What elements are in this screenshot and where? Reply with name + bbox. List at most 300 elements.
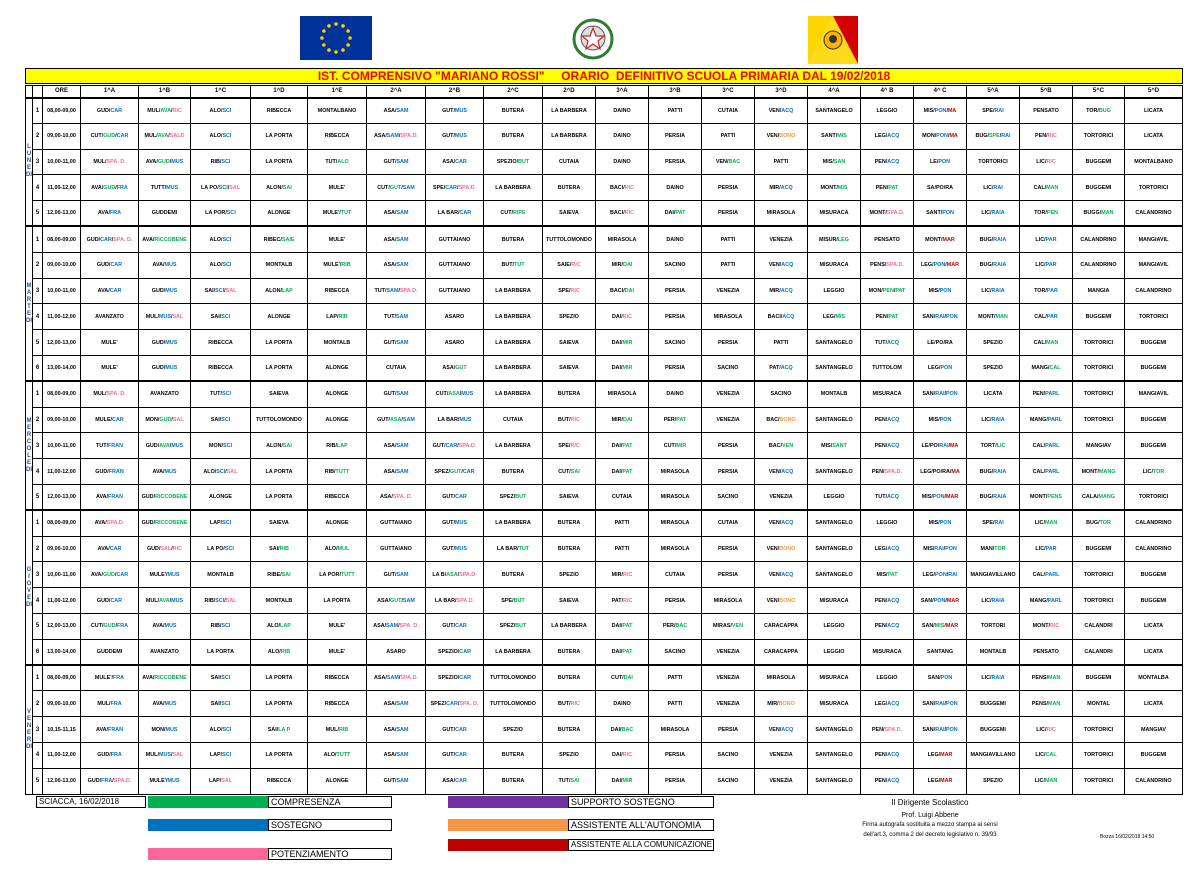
column-header: 5^D [1125, 86, 1183, 98]
column-header: 3^C [702, 86, 755, 98]
teacher-code: PERSIA [664, 133, 686, 140]
teacher-code: CALANDRINO [1080, 236, 1117, 243]
teacher-code: GUT [383, 158, 395, 165]
schedule-cell: SPEZ/CAR/SPA. D. [426, 691, 484, 717]
teacher-code: MULE [95, 416, 111, 423]
sostegno-label: SOSTEGNO [268, 819, 392, 831]
teacher-code: ACQ [887, 442, 900, 449]
schedule-cell: AVA/CAR [81, 536, 139, 562]
teacher-code: FRAN [108, 726, 124, 733]
teacher-code: MIR [622, 778, 633, 785]
teacher-code: PEN [875, 313, 887, 320]
teacher-code: SPE [982, 520, 993, 527]
teacher-code: SCI [215, 287, 225, 294]
teacher-code: GUT [389, 184, 402, 191]
teacher-code: PO [935, 339, 944, 346]
schedule-cell: PAT/ACQ [755, 355, 808, 381]
signature-role: Il Dirigente Scolastico [891, 798, 969, 807]
table-row [26, 613, 1183, 639]
schedule-cell [649, 742, 702, 768]
schedule-cell [755, 768, 808, 794]
teacher-code: BUTERA [501, 752, 525, 759]
teacher-code: PEN [871, 726, 883, 733]
teacher-code: PEN [874, 442, 886, 449]
schedule-cell [308, 639, 367, 665]
teacher-code: SALD [169, 133, 185, 140]
schedule-cell: LIC/RIC [1020, 149, 1073, 175]
teacher-code: TUTTOLOMONDO [489, 700, 536, 707]
teacher-code: MONTALB [323, 339, 351, 346]
teacher-code: AVA [142, 675, 153, 682]
teacher-code: MULE' [328, 184, 346, 191]
teacher-code: GUTTAIANO [380, 520, 412, 527]
teacher-code: TUTTOLOMONDO [255, 416, 302, 423]
teacher-code: PAT [622, 648, 633, 655]
schedule-cell: VEN/BAC [702, 149, 755, 175]
schedule-cell [702, 407, 755, 433]
teacher-code: ACQ [780, 184, 793, 191]
schedule-cell [808, 639, 861, 665]
teacher-code: SCI [221, 313, 231, 320]
schedule-cell [426, 226, 484, 252]
teacher-code: VENEZIA [716, 391, 740, 398]
teacher-code: SAM [396, 571, 409, 578]
schedule-cell: VEN/ACQ [755, 717, 808, 743]
schedule-cell [596, 381, 649, 407]
schedule-cell [484, 407, 543, 433]
teacher-code: SAM [396, 313, 408, 320]
teacher-code: ALONGE [267, 210, 291, 217]
table-row [26, 588, 1183, 614]
teacher-code: MULE' [322, 210, 340, 217]
column-header: 2^D [543, 86, 596, 98]
schedule-cell: MIS/PON [914, 510, 967, 536]
hour-number: 1 [33, 665, 43, 691]
teacher-code: TUT [514, 262, 525, 269]
schedule-cell: MONT/RIC [1020, 613, 1073, 639]
teacher-code: PERSIA [717, 210, 739, 217]
schedule-cell: MANG/PARL [1020, 588, 1073, 614]
teacher-code: CUTAIA [612, 494, 632, 501]
teacher-code: MUS [165, 287, 178, 294]
schedule-cell: LIC/RIC [1020, 717, 1073, 743]
teacher-code: MA [950, 442, 959, 449]
teacher-code: SAL [172, 416, 184, 423]
schedule-cell: AVA/GUD/FRA [81, 175, 139, 201]
schedule-cell [484, 381, 543, 407]
schedule-cell: TUT/ACQ [861, 330, 914, 356]
schedule-cell: LIC/CAL [1020, 742, 1073, 768]
schedule-cell: CAL/MAN [1020, 175, 1073, 201]
teacher-code: VEN [782, 442, 794, 449]
teacher-code: TUT [875, 494, 886, 501]
teacher-code: MA [951, 468, 960, 475]
schedule-cell: LEG/PON/RAI [914, 562, 967, 588]
teacher-code: LA PORTA [265, 365, 293, 372]
teacher-code: SANTANGELO [815, 571, 853, 578]
teacher-code: SACINO [717, 494, 739, 501]
schedule-cell: CUT/RIPE [484, 201, 543, 227]
teacher-code: MONTALBA [1138, 675, 1169, 682]
teacher-code: GUDDEMI [96, 648, 123, 655]
schedule-cell [596, 149, 649, 175]
teacher-code: SPE [558, 442, 569, 449]
schedule-cell [808, 201, 861, 227]
schedule-cell: SAIE/RIC [543, 252, 596, 278]
teacher-code: RIB [210, 623, 220, 630]
teacher-code: PENSATO [874, 236, 900, 243]
teacher-code: ASA [377, 597, 389, 604]
teacher-code: DAI [624, 287, 634, 294]
teacher-code: LIC [981, 597, 990, 604]
teacher-code: DAI [610, 726, 621, 733]
schedule-cell [649, 768, 702, 794]
teacher-code: PATTI [773, 158, 789, 165]
hour-range: 08,00-09,00 [43, 510, 81, 536]
schedule-cell [1125, 717, 1183, 743]
teacher-code: MANGIAVIL [1138, 391, 1169, 398]
teacher-code: AVA [159, 597, 170, 604]
teacher-code: MONT [869, 210, 886, 217]
schedule-cell: ASA/GUT [426, 355, 484, 381]
schedule-cell [649, 330, 702, 356]
schedule-cell: GUD/RICCOBENE [139, 510, 191, 536]
schedule-cell [649, 278, 702, 304]
teacher-code: SPE [501, 597, 513, 604]
schedule-cell [702, 201, 755, 227]
schedule-cell [1125, 536, 1183, 562]
teacher-code: SANTANGELO [815, 107, 853, 114]
teacher-code: ALON [266, 184, 282, 191]
comunicazione-label: ASSISTENTE ALLA COMUNICAZIONE [568, 839, 714, 851]
schedule-cell [1125, 278, 1183, 304]
teacher-code: PAT [622, 468, 633, 475]
teacher-code: MANG [1098, 494, 1115, 501]
teacher-code: ASA [448, 391, 460, 398]
schedule-cell: SAI/RIB [251, 536, 308, 562]
schedule-cell: LA POR/SCI [191, 201, 251, 227]
table-row [26, 123, 1183, 149]
teacher-code: BACI [610, 210, 624, 217]
teacher-code: ALO [209, 107, 221, 114]
teacher-code: GUT [383, 571, 395, 578]
hour-number: 5 [33, 613, 43, 639]
schedule-cell [808, 510, 861, 536]
schedule-cell: MUL/MUS/SAL [139, 742, 191, 768]
teacher-code: MUS [158, 752, 171, 759]
teacher-code: PON [940, 365, 953, 372]
schedule-cell [1125, 123, 1183, 149]
teacher-code: PON [946, 391, 958, 398]
teacher-code: RIC [1047, 133, 1057, 140]
teacher-code: BUGGEMI [1140, 339, 1167, 346]
teacher-code: SACINO [717, 752, 739, 759]
teacher-code: CUT [500, 210, 512, 217]
supporto-swatch [448, 796, 568, 808]
schedule-cell [755, 330, 808, 356]
teacher-code: GUD [157, 158, 170, 165]
schedule-cell [367, 355, 426, 381]
potenziamento-label: POTENZIAMENTO [268, 848, 392, 860]
teacher-code: SPEZIO [559, 752, 579, 759]
schedule-cell [81, 639, 139, 665]
teacher-code: PON [939, 287, 952, 294]
teacher-code: LEG [822, 313, 834, 320]
hour-range: 10,00-11,00 [43, 433, 81, 459]
teacher-code: PAR [1046, 313, 1058, 320]
schedule-cell: PEN/SPA.D. [861, 717, 914, 743]
hour-number: 2 [33, 123, 43, 149]
teacher-code: TORTORICI [1083, 571, 1114, 578]
teacher-code: RIB [324, 468, 334, 475]
teacher-code: MANG [1029, 597, 1047, 604]
schedule-cell [308, 613, 367, 639]
teacher-code: MIS [928, 416, 939, 423]
schedule-cell [1073, 768, 1125, 794]
schedule-cell [808, 459, 861, 485]
teacher-code: LA PORTA [265, 675, 293, 682]
teacher-code: GUT [442, 726, 454, 733]
teacher-code: TORTORICI [1083, 416, 1114, 423]
schedule-cell [484, 639, 543, 665]
schedule-cell: GUD/FRA/SPA.D. [81, 768, 139, 794]
schedule-cell [426, 330, 484, 356]
teacher-code: AVA [159, 442, 170, 449]
teacher-code: PARL [1047, 416, 1063, 423]
schedule-cell [808, 330, 861, 356]
schedule-cell [191, 355, 251, 381]
hour-number: 3 [33, 149, 43, 175]
teacher-code: SAL [226, 468, 238, 475]
teacher-code: TORT [980, 442, 996, 449]
teacher-code: MA [949, 133, 958, 140]
teacher-code: LEGGIO [876, 520, 898, 527]
schedule-cell: RIB/TUTT [308, 459, 367, 485]
teacher-code: MUS [454, 545, 467, 552]
teacher-code: TORTORICI [1083, 365, 1114, 372]
schedule-cell: ALO/SCI [191, 123, 251, 149]
teacher-code: LAP [280, 623, 291, 630]
teacher-code: SCI [222, 133, 232, 140]
hour-number: 6 [33, 355, 43, 381]
schedule-cell [702, 588, 755, 614]
teacher-code: BUGGEMI [980, 726, 1006, 733]
schedule-cell: RIBEC/SAIE [251, 226, 308, 252]
schedule-cell: ASA/SAM [367, 433, 426, 459]
schedule-cell [649, 717, 702, 743]
teacher-code: SAIEVA [559, 494, 579, 501]
teacher-code: CALANDRINO [1135, 778, 1172, 785]
hour-range: 13,00-14,00 [43, 639, 81, 665]
table-row [26, 665, 1183, 691]
teacher-code: PEN [874, 416, 886, 423]
teacher-code: MAR [942, 236, 955, 243]
teacher-code: PARL [1047, 597, 1063, 604]
schedule-cell [1073, 149, 1125, 175]
schedule-cell [1125, 175, 1183, 201]
schedule-cell [702, 639, 755, 665]
teacher-code: CAR [455, 726, 467, 733]
teacher-code: MIS [928, 287, 939, 294]
schedule-cell [808, 407, 861, 433]
teacher-code: DAI [611, 623, 621, 630]
teacher-code: MANGIA [1087, 287, 1110, 294]
schedule-cell [543, 123, 596, 149]
teacher-code: ALO [337, 158, 349, 165]
schedule-cell: ASA/SAM/SPA.D. [367, 123, 426, 149]
teacher-code: VEN [715, 158, 727, 165]
schedule-cell [426, 252, 484, 278]
teacher-code: PATTI [667, 107, 683, 114]
teacher-code: BUTERA [501, 133, 525, 140]
eu-star [346, 29, 350, 33]
teacher-code: SPE [432, 184, 444, 191]
schedule-cell: LA POR/TUTT [308, 562, 367, 588]
teacher-code: BUGGEMI [1085, 184, 1112, 191]
column-header: 1^A [81, 86, 139, 98]
schedule-cell [543, 175, 596, 201]
schedule-cell: MULE'/MUS [139, 562, 191, 588]
schedule-cell: MIS/PON/MA [914, 98, 967, 124]
schedule-cell [649, 304, 702, 330]
schedule-cell [861, 639, 914, 665]
teacher-code: PAT [888, 313, 899, 320]
hour-number: 5 [33, 484, 43, 510]
teacher-code: PERSIA [717, 468, 739, 475]
teacher-code: RIB [210, 158, 220, 165]
schedule-cell: TUT/FRAN [81, 433, 139, 459]
table-row [26, 484, 1183, 510]
teacher-code: LEG [920, 262, 933, 269]
logo-bar [0, 16, 1200, 66]
teacher-code: MUS [158, 313, 171, 320]
teacher-code: BUTERA [557, 391, 581, 398]
teacher-code: LA BARBERA [495, 184, 531, 191]
teacher-code: BUT [515, 494, 527, 501]
schedule-cell [755, 639, 808, 665]
teacher-code: CAL [1032, 442, 1044, 449]
teacher-code: MUS [165, 339, 178, 346]
teacher-code: CUTAIA [665, 571, 685, 578]
schedule-cell: MON/MUS [139, 717, 191, 743]
teacher-code: MISURACA [872, 648, 902, 655]
schedule-cell: LIC/RAIA [967, 201, 1020, 227]
schedule-cell [1125, 381, 1183, 407]
teacher-code: LA PO [200, 184, 218, 191]
schedule-cell [139, 639, 191, 665]
teacher-code: SANTANG [926, 648, 954, 655]
teacher-code: SCI [222, 107, 232, 114]
teacher-code: TORTORICI [1138, 313, 1169, 320]
teacher-code: SAN [922, 700, 934, 707]
schedule-cell: CAL/PARL [1020, 562, 1073, 588]
teacher-code: MAN [980, 545, 993, 552]
teacher-code: MUL [145, 597, 158, 604]
table-row [26, 381, 1183, 407]
teacher-code: TORTORICI [1083, 339, 1114, 346]
teacher-code: CALANDRI [1084, 648, 1113, 655]
page-title: IST. COMPRENSIVO "MARIANO ROSSI" ORARIO DEFINITIVO SCUOLA PRIMARIA DAL 19/02/2018 [25, 68, 1183, 84]
teacher-code: ACQ [782, 313, 795, 320]
teacher-code: GUT [442, 545, 454, 552]
schedule-cell: GUT/SAM [367, 768, 426, 794]
teacher-code: VEN [766, 133, 778, 140]
teacher-code: GUD [141, 520, 154, 527]
teacher-code: ASA [383, 726, 395, 733]
schedule-cell: GUT/MUS [426, 98, 484, 124]
schedule-cell: MONT/MANG [1073, 459, 1125, 485]
teacher-code: RICCOBENE [155, 520, 188, 527]
schedule-cell: BUT/RIC [543, 407, 596, 433]
teacher-code: LAP [281, 287, 293, 294]
schedule-cell [484, 717, 543, 743]
schedule-cell: MIS/PON [914, 407, 967, 433]
eu-star [346, 43, 350, 47]
schedule-cell [755, 149, 808, 175]
schedule-cell: PER/BAC [649, 613, 702, 639]
teacher-code: GUDDEMI [151, 210, 178, 217]
teacher-code: SAI [282, 184, 292, 191]
schedule-cell [808, 691, 861, 717]
schedule-cell: MUL/SPA. D. [81, 149, 139, 175]
teacher-code: LE [929, 158, 937, 165]
teacher-code: RIC [622, 752, 633, 759]
teacher-code: CAR [455, 752, 467, 759]
teacher-code: LAP [326, 313, 337, 320]
schedule-cell: LIC/RAIA [967, 588, 1020, 614]
teacher-code: MUS [461, 391, 474, 398]
teacher-code: VENEZIA [716, 700, 740, 707]
teacher-code: MONTAL [1087, 700, 1110, 707]
schedule-cell [1125, 98, 1183, 124]
schedule-cell: LA BAR/TUT [484, 536, 543, 562]
teacher-code: SAM [396, 752, 409, 759]
schedule-cell [1073, 175, 1125, 201]
teacher-code: VEN [768, 262, 780, 269]
table-row [26, 175, 1183, 201]
schedule-cell: LEG/ACQ [861, 536, 914, 562]
schedule-cell [367, 639, 426, 665]
teacher-code: AVA [97, 545, 109, 552]
teacher-code: SAM [402, 416, 415, 423]
teacher-code: PAT [675, 210, 686, 217]
schedule-cell [484, 355, 543, 381]
teacher-code: MIRASOLA [766, 210, 796, 217]
schedule-cell: LAP/RIB [308, 304, 367, 330]
teacher-code: ASA [442, 778, 454, 785]
teacher-code: ASA [442, 365, 454, 372]
teacher-code: MIS [923, 107, 934, 114]
teacher-code: TUT [96, 442, 107, 449]
teacher-code: SAIE [281, 236, 295, 243]
schedule-cell [308, 278, 367, 304]
schedule-cell: MIS/PON [914, 278, 967, 304]
teacher-code: TORTORICI [1083, 597, 1114, 604]
schedule-cell [861, 226, 914, 252]
schedule-cell [702, 562, 755, 588]
teacher-code: SAM [396, 778, 409, 785]
teacher-code: TORTORICI [1083, 752, 1114, 759]
schedule-cell: LIC/RAIA [967, 665, 1020, 691]
teacher-code: MIRASOLA [766, 675, 796, 682]
hour-number: 4 [33, 304, 43, 330]
schedule-cell [1020, 98, 1073, 124]
table-row [26, 768, 1183, 794]
teacher-code: MUS [164, 468, 177, 475]
teacher-code: SCI [221, 675, 231, 682]
teacher-code: RIC [1046, 726, 1056, 733]
teacher-code: PON [933, 597, 946, 604]
